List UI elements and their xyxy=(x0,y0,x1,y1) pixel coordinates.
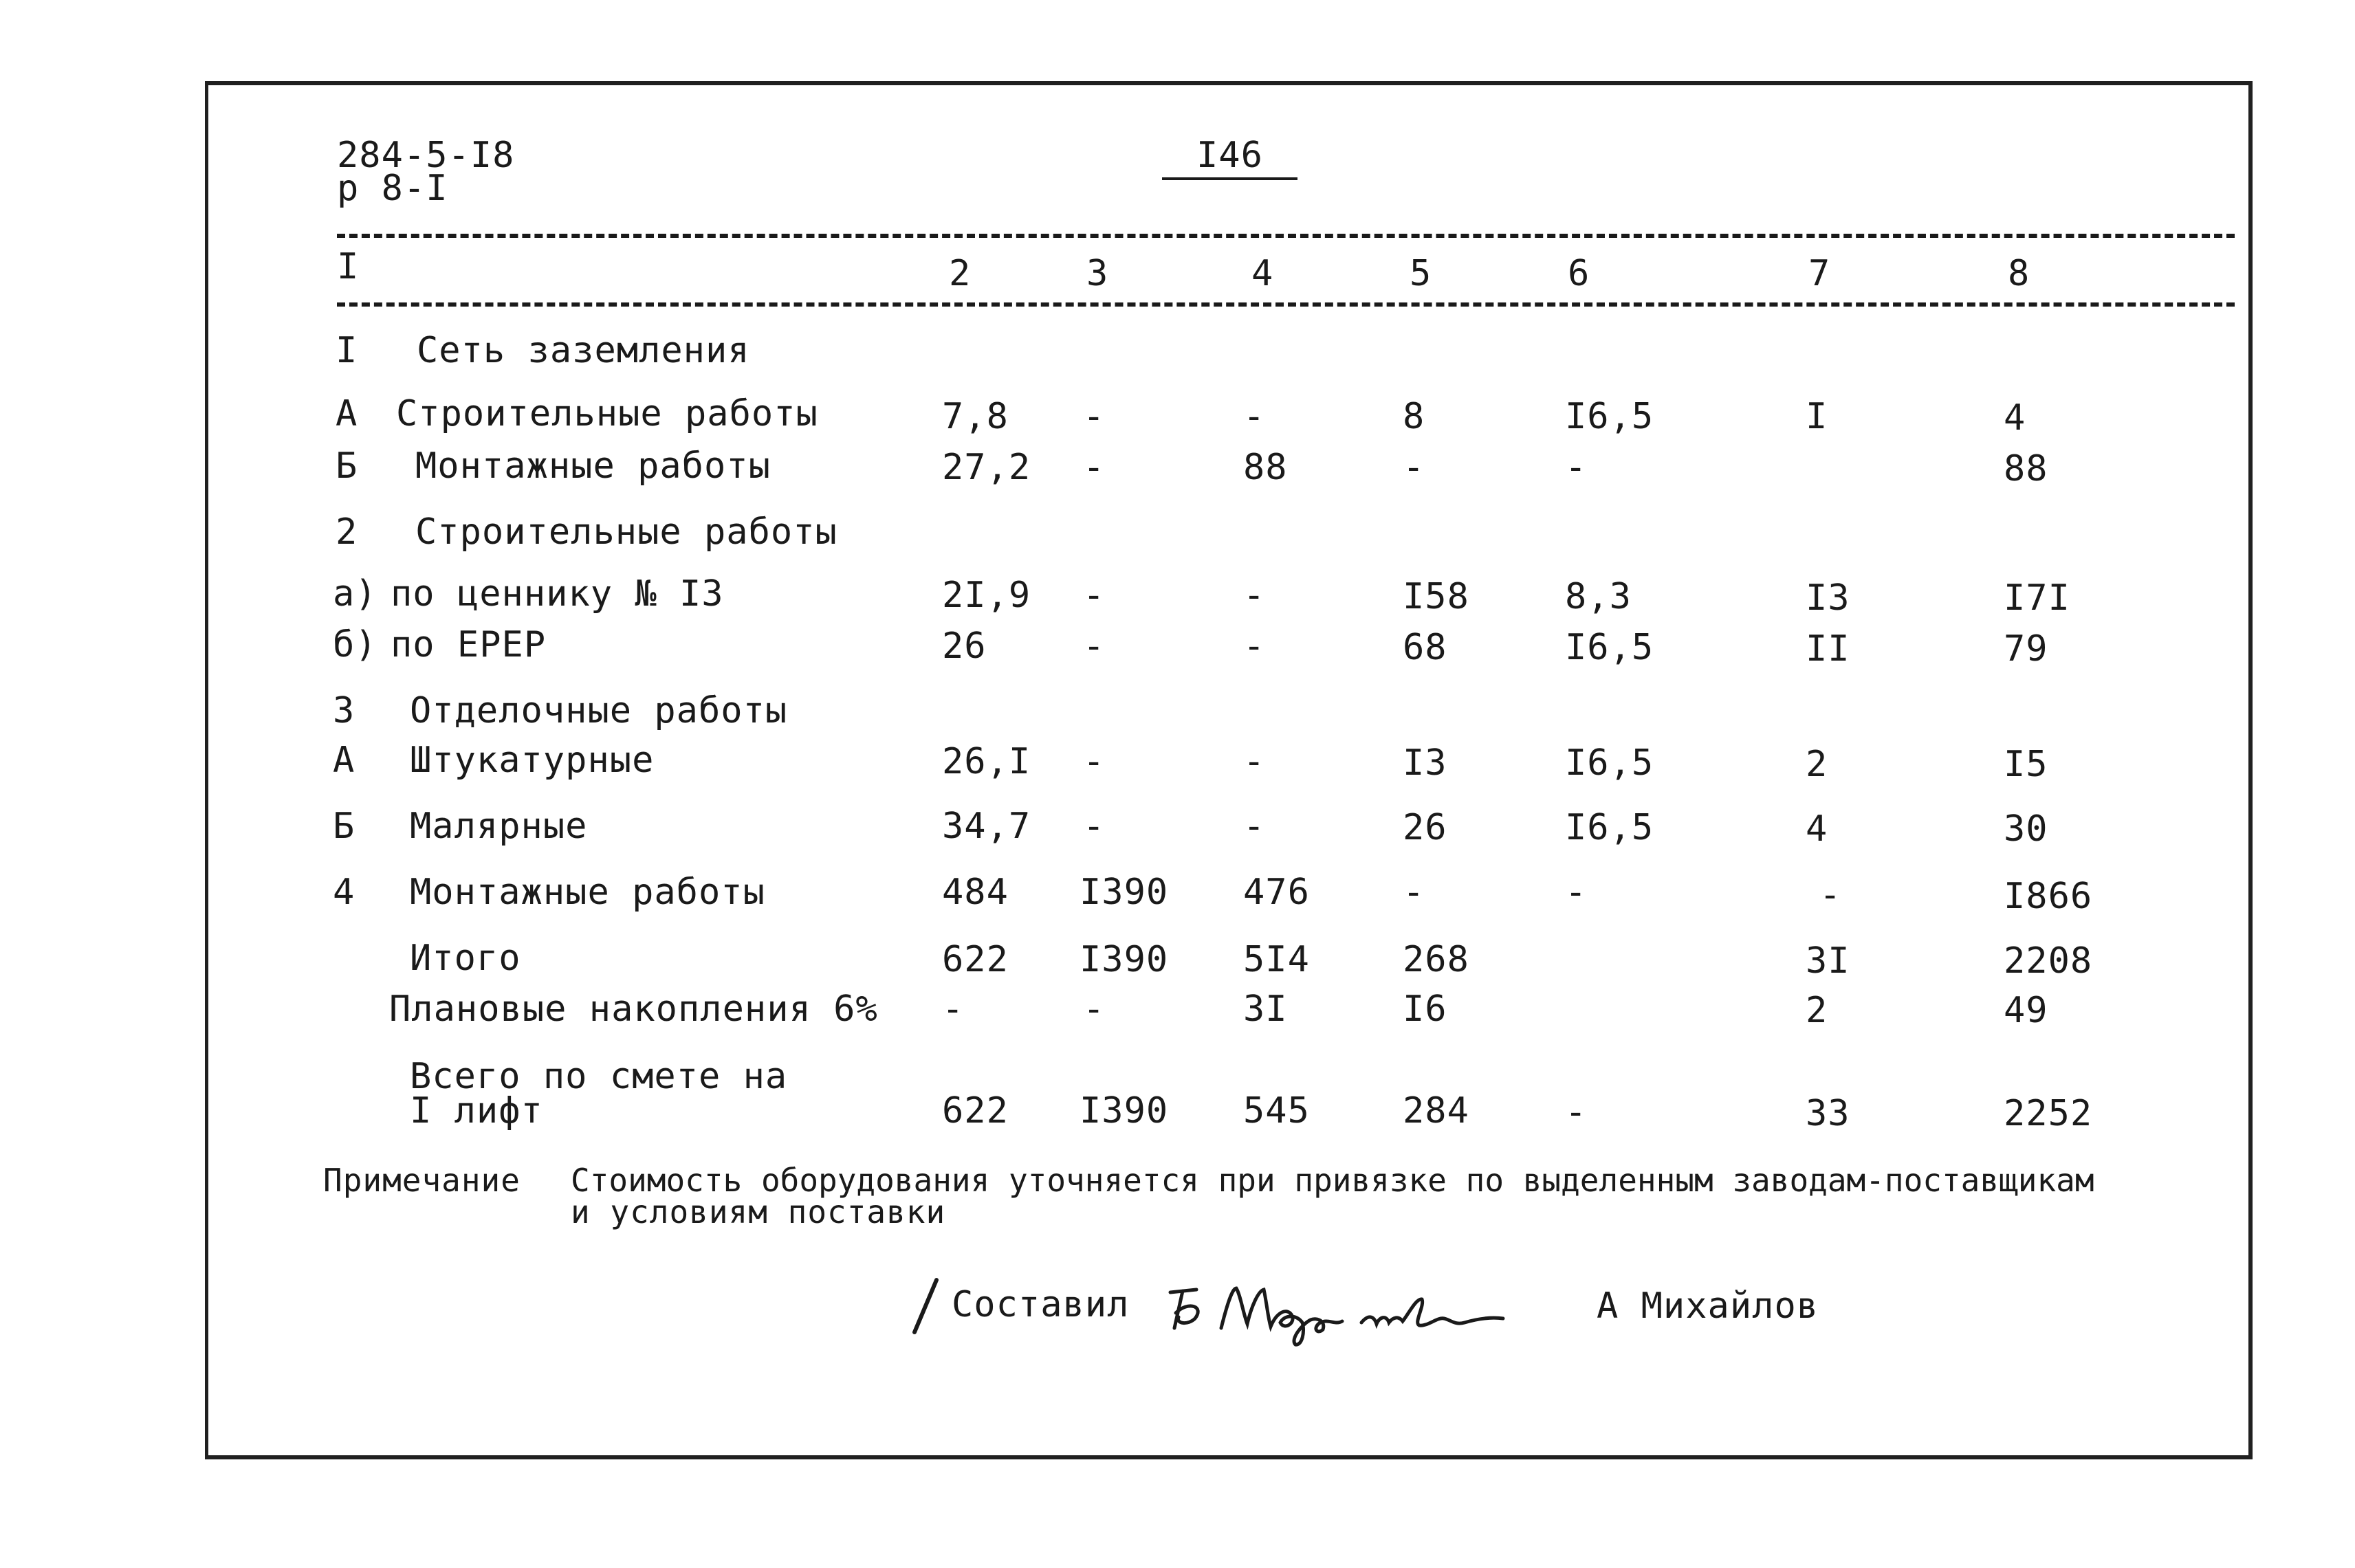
table-cell: - xyxy=(942,989,965,1030)
table-cell: 68 xyxy=(1403,627,1447,668)
header-bottom-rule xyxy=(337,302,2235,307)
table-cell: I xyxy=(1806,396,1828,437)
row-label-continuation: I лифт xyxy=(410,1090,543,1131)
table-cell: 622 xyxy=(942,1090,1009,1131)
table-cell: 2252 xyxy=(2004,1093,2093,1134)
table-cell: - xyxy=(1403,447,1425,488)
row-num: А xyxy=(333,740,355,781)
table-cell: - xyxy=(1083,447,1106,488)
row-num: 4 xyxy=(333,872,355,913)
column-header-7: 7 xyxy=(1808,253,1831,294)
table-cell: I6,5 xyxy=(1565,627,1654,668)
table-cell: I6,5 xyxy=(1565,396,1654,437)
row-num: а) xyxy=(333,573,377,615)
column-header-4: 4 xyxy=(1251,253,1274,294)
table-cell: - xyxy=(1565,1092,1588,1133)
note-text-continuation: и условиям поставки xyxy=(571,1193,946,1230)
table-cell: I6 xyxy=(1403,989,1447,1030)
header-top-rule xyxy=(337,234,2235,238)
table-cell: - xyxy=(1243,806,1266,847)
table-cell: I390 xyxy=(1080,1090,1169,1131)
table-cell: 3I xyxy=(1806,940,1850,982)
column-header-8: 8 xyxy=(2008,253,2030,294)
table-cell: 26 xyxy=(942,626,987,667)
table-cell: - xyxy=(1819,874,1842,916)
row-num: 3 xyxy=(333,690,355,731)
signature xyxy=(1155,1265,1513,1354)
row-num: б) xyxy=(333,624,377,665)
table-cell: I7I xyxy=(2004,577,2070,619)
table-cell: I6,5 xyxy=(1565,742,1654,784)
table-cell: - xyxy=(1083,741,1106,782)
table-cell: - xyxy=(1243,626,1266,667)
row-label: Плановые накопления 6% xyxy=(389,989,878,1030)
row-label: Штукатурные xyxy=(410,740,655,781)
table-cell: II xyxy=(1806,628,1850,670)
table-cell: 8 xyxy=(1403,396,1425,437)
table-cell: - xyxy=(1083,396,1106,437)
table-cell: 2I,9 xyxy=(942,575,1031,616)
table-cell: 2208 xyxy=(2004,940,2093,982)
slash-mark xyxy=(906,1276,948,1338)
table-cell: I3 xyxy=(1806,577,1850,619)
table-cell: 33 xyxy=(1806,1093,1850,1134)
row-label: Итого xyxy=(410,938,521,979)
table-cell: 476 xyxy=(1243,872,1310,913)
table-cell: - xyxy=(1083,989,1106,1030)
row-label: Отделочные работы xyxy=(410,690,788,731)
column-header-5: 5 xyxy=(1410,253,1432,294)
column-header-1: I xyxy=(337,246,360,287)
table-cell: 34,7 xyxy=(942,806,1031,847)
table-cell: 545 xyxy=(1243,1090,1310,1131)
table-cell: 79 xyxy=(2004,628,2048,670)
doc-code: 284-5-I8 xyxy=(337,135,515,176)
table-cell: 2 xyxy=(1806,744,1828,785)
table-cell: 4 xyxy=(2004,397,2026,439)
table-cell: I866 xyxy=(2004,876,2093,917)
table-cell: - xyxy=(1565,447,1588,488)
composer-name: А Михайлов xyxy=(1597,1285,1819,1327)
section-label: р 8-I xyxy=(337,168,448,209)
table-cell: 26,I xyxy=(942,741,1031,782)
row-num: 2 xyxy=(336,511,358,553)
row-label: Всего по смете на xyxy=(410,1056,788,1097)
table-cell: 3I xyxy=(1243,989,1288,1030)
table-cell: - xyxy=(1083,806,1106,847)
table-cell: 268 xyxy=(1403,939,1469,980)
table-cell: 4 xyxy=(1806,808,1828,850)
table-cell: - xyxy=(1243,575,1266,616)
column-header-6: 6 xyxy=(1568,253,1590,294)
table-cell: - xyxy=(1243,396,1266,437)
table-cell: 49 xyxy=(2004,990,2048,1031)
table-cell: 30 xyxy=(2004,808,2048,850)
table-cell: 284 xyxy=(1403,1090,1469,1131)
composed-label: Составил xyxy=(952,1284,1130,1325)
row-label: по ЕРЕР xyxy=(391,624,547,665)
table-cell: 622 xyxy=(942,939,1009,980)
row-num: Б xyxy=(336,445,358,487)
table-cell: - xyxy=(1565,872,1588,913)
row-label: Сеть заземления xyxy=(417,330,750,371)
table-cell: 7,8 xyxy=(942,396,1009,437)
table-cell: 2 xyxy=(1806,990,1828,1031)
table-cell: I58 xyxy=(1403,576,1469,617)
table-cell: 5I4 xyxy=(1243,939,1310,980)
row-num: А xyxy=(336,393,358,434)
table-cell: I390 xyxy=(1080,872,1169,913)
table-cell: 484 xyxy=(942,872,1009,913)
table-cell: I3 xyxy=(1403,742,1447,784)
note-label: Примечание xyxy=(323,1162,521,1199)
table-cell: 27,2 xyxy=(942,447,1031,488)
table-cell: 8,3 xyxy=(1565,576,1632,617)
table-cell: - xyxy=(1083,626,1106,667)
table-cell: - xyxy=(1083,575,1106,616)
note-text: Стоимость оборудования уточняется при привязке по выделенным заводам-поставщикам xyxy=(571,1162,2094,1199)
row-label: Монтажные работы xyxy=(415,445,771,487)
table-cell: 26 xyxy=(1403,807,1447,848)
table-cell: I5 xyxy=(2004,744,2048,785)
row-num: I xyxy=(336,330,358,371)
table-cell: - xyxy=(1403,872,1425,913)
table-cell: 88 xyxy=(2004,448,2048,489)
column-header-2: 2 xyxy=(949,253,972,294)
table-cell: I6,5 xyxy=(1565,807,1654,848)
row-label: Строительные работы xyxy=(415,511,837,553)
column-header-3: 3 xyxy=(1086,253,1109,294)
row-label: Монтажные работы xyxy=(410,872,765,913)
row-label: Малярные xyxy=(410,806,588,847)
table-cell: I390 xyxy=(1080,939,1169,980)
table-cell: - xyxy=(1243,741,1266,782)
table-cell: 88 xyxy=(1243,447,1288,488)
row-num: Б xyxy=(333,806,355,847)
row-label: по ценнику № I3 xyxy=(391,573,724,615)
page-number: I46 xyxy=(1162,137,1297,180)
row-label: Строительные работы xyxy=(396,393,818,434)
